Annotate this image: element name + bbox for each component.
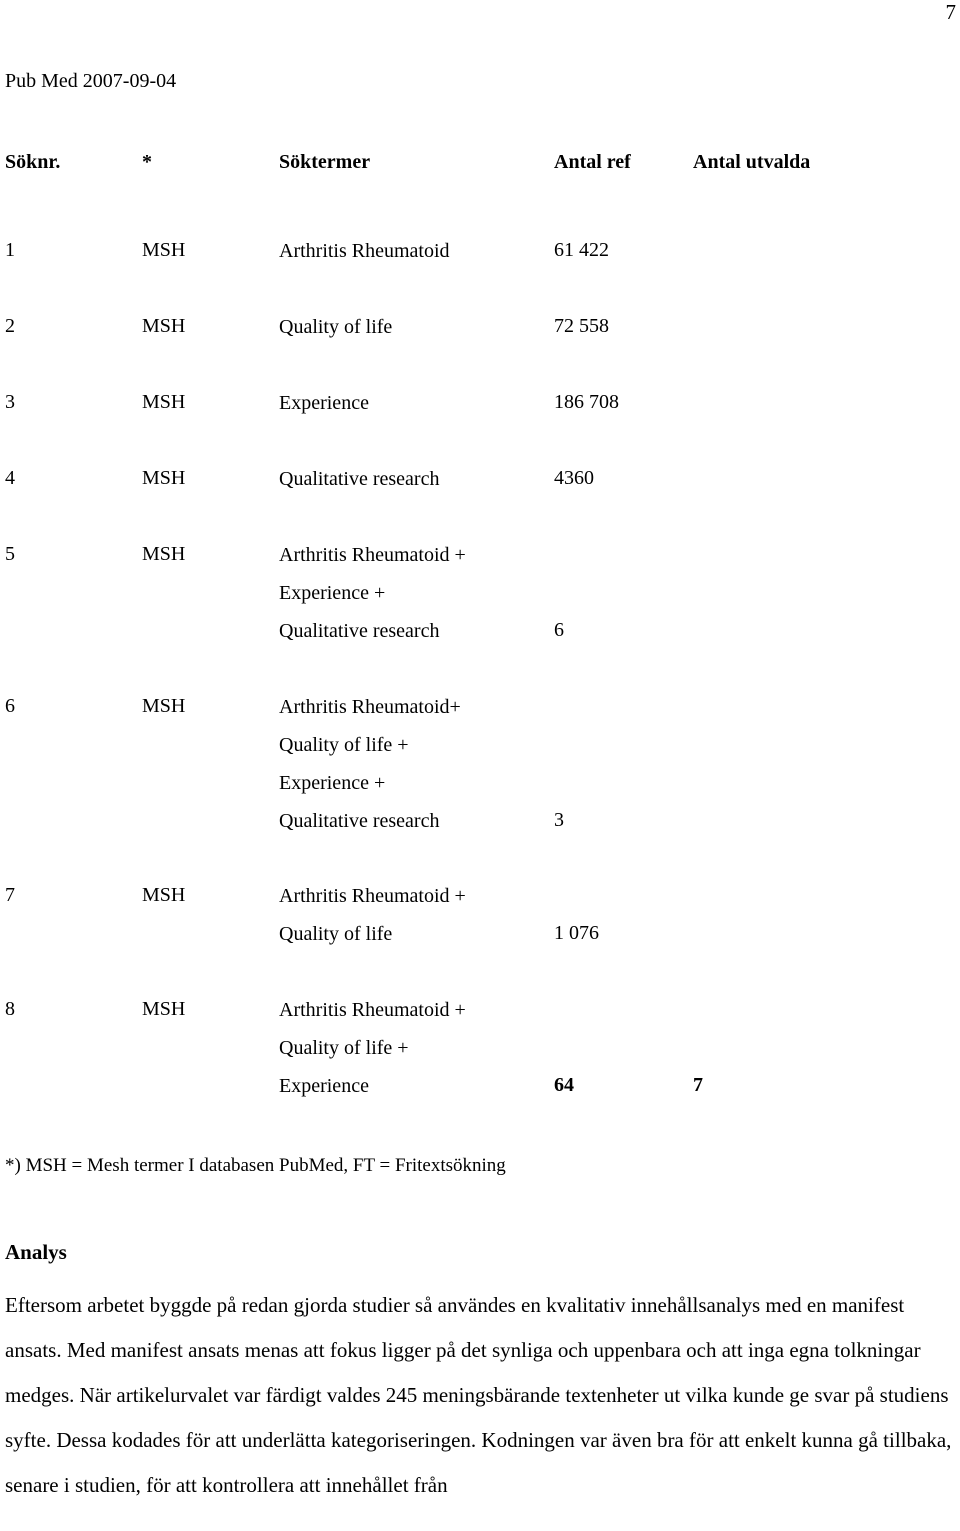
search-terms	[279, 884, 466, 960]
analysis-paragraph: Eftersom arbetet byggde på redan gjorda studier så användes en kvalitativ innehållsanalys med en manifest ansats. Med manifest ansats menas att fokus ligger på det synliga och uppenbara och att inga egna tolkningar medges. När artikelurvalet var färdigt valdes 245 meningsbärande textenheter ut vilka kunde ge svar på studiens syfte. Dessa kodades för att underlätta kategoriseringen. Kodningen var även bra för att enkelt kunna gå tillbaka, senare i studien, för att kontrollera att innehållet från	[5, 1293, 952, 1497]
search-term-line: Arthritis Rheumatoid +	[279, 999, 466, 1021]
header-selected-count: Antal utvalda	[693, 151, 811, 173]
search-terms	[279, 695, 461, 847]
search-number: 4	[5, 467, 15, 489]
search-number: 6	[5, 695, 15, 717]
search-terms	[279, 239, 450, 277]
search-term-line: Quality of life +	[279, 734, 409, 756]
term-type: MSH	[142, 998, 186, 1020]
ref-count: 1 076	[554, 922, 599, 944]
search-term-line: Qualitative research	[279, 620, 440, 642]
search-term-line: Experience +	[279, 582, 386, 604]
search-number: 3	[5, 391, 15, 413]
ref-count: 72 558	[554, 315, 609, 337]
table-header-row	[0, 151, 960, 175]
term-type: MSH	[142, 543, 186, 565]
search-terms	[279, 998, 466, 1112]
search-term-line: Qualitative research	[279, 468, 440, 490]
term-type: MSH	[142, 239, 186, 261]
search-term-line: Experience	[279, 392, 369, 414]
analysis-title: Analys	[5, 1240, 67, 1264]
search-term-line: Quality of life	[279, 923, 393, 945]
term-type: MSH	[142, 467, 186, 489]
ref-count: 3	[554, 809, 564, 831]
search-terms	[279, 315, 392, 353]
source-date-heading: Pub Med 2007-09-04	[5, 70, 177, 92]
term-type: MSH	[142, 884, 186, 906]
search-term-line: Quality of life	[279, 316, 393, 338]
search-number: 7	[5, 884, 15, 906]
ref-count: 64	[554, 1074, 574, 1096]
ref-count: 4360	[554, 467, 594, 489]
search-term-line: Arthritis Rheumatoid	[279, 240, 450, 262]
search-term-line: Experience	[279, 1075, 369, 1097]
search-number: 2	[5, 315, 15, 337]
search-term-line: Arthritis Rheumatoid +	[279, 885, 466, 907]
header-search-terms: Söktermer	[279, 151, 371, 173]
search-term-line: Arthritis Rheumatoid+	[279, 696, 461, 718]
search-terms	[279, 543, 466, 657]
search-number: 1	[5, 239, 15, 261]
page-number: 7	[945, 0, 956, 24]
term-type: MSH	[142, 315, 186, 337]
table-footnote: *) MSH = Mesh termer I databasen PubMed, FT = Fritextsökning	[5, 1155, 506, 1176]
search-terms	[279, 391, 369, 429]
ref-count: 6	[554, 619, 564, 641]
search-term-line: Experience +	[279, 772, 386, 794]
search-terms	[279, 467, 439, 505]
search-term-line: Qualitative research	[279, 810, 440, 832]
selected-count: 7	[693, 1074, 703, 1096]
term-type: MSH	[142, 391, 186, 413]
ref-count: 186 708	[554, 391, 619, 413]
ref-count: 61 422	[554, 239, 609, 261]
search-term-line: Quality of life +	[279, 1037, 409, 1059]
search-number: 8	[5, 998, 15, 1020]
header-ref-count: Antal ref	[554, 151, 631, 173]
term-type: MSH	[142, 695, 186, 717]
search-number: 5	[5, 543, 15, 565]
header-star: *	[142, 151, 152, 173]
search-term-line: Arthritis Rheumatoid +	[279, 544, 466, 566]
header-search-number: Söknr.	[5, 151, 61, 173]
